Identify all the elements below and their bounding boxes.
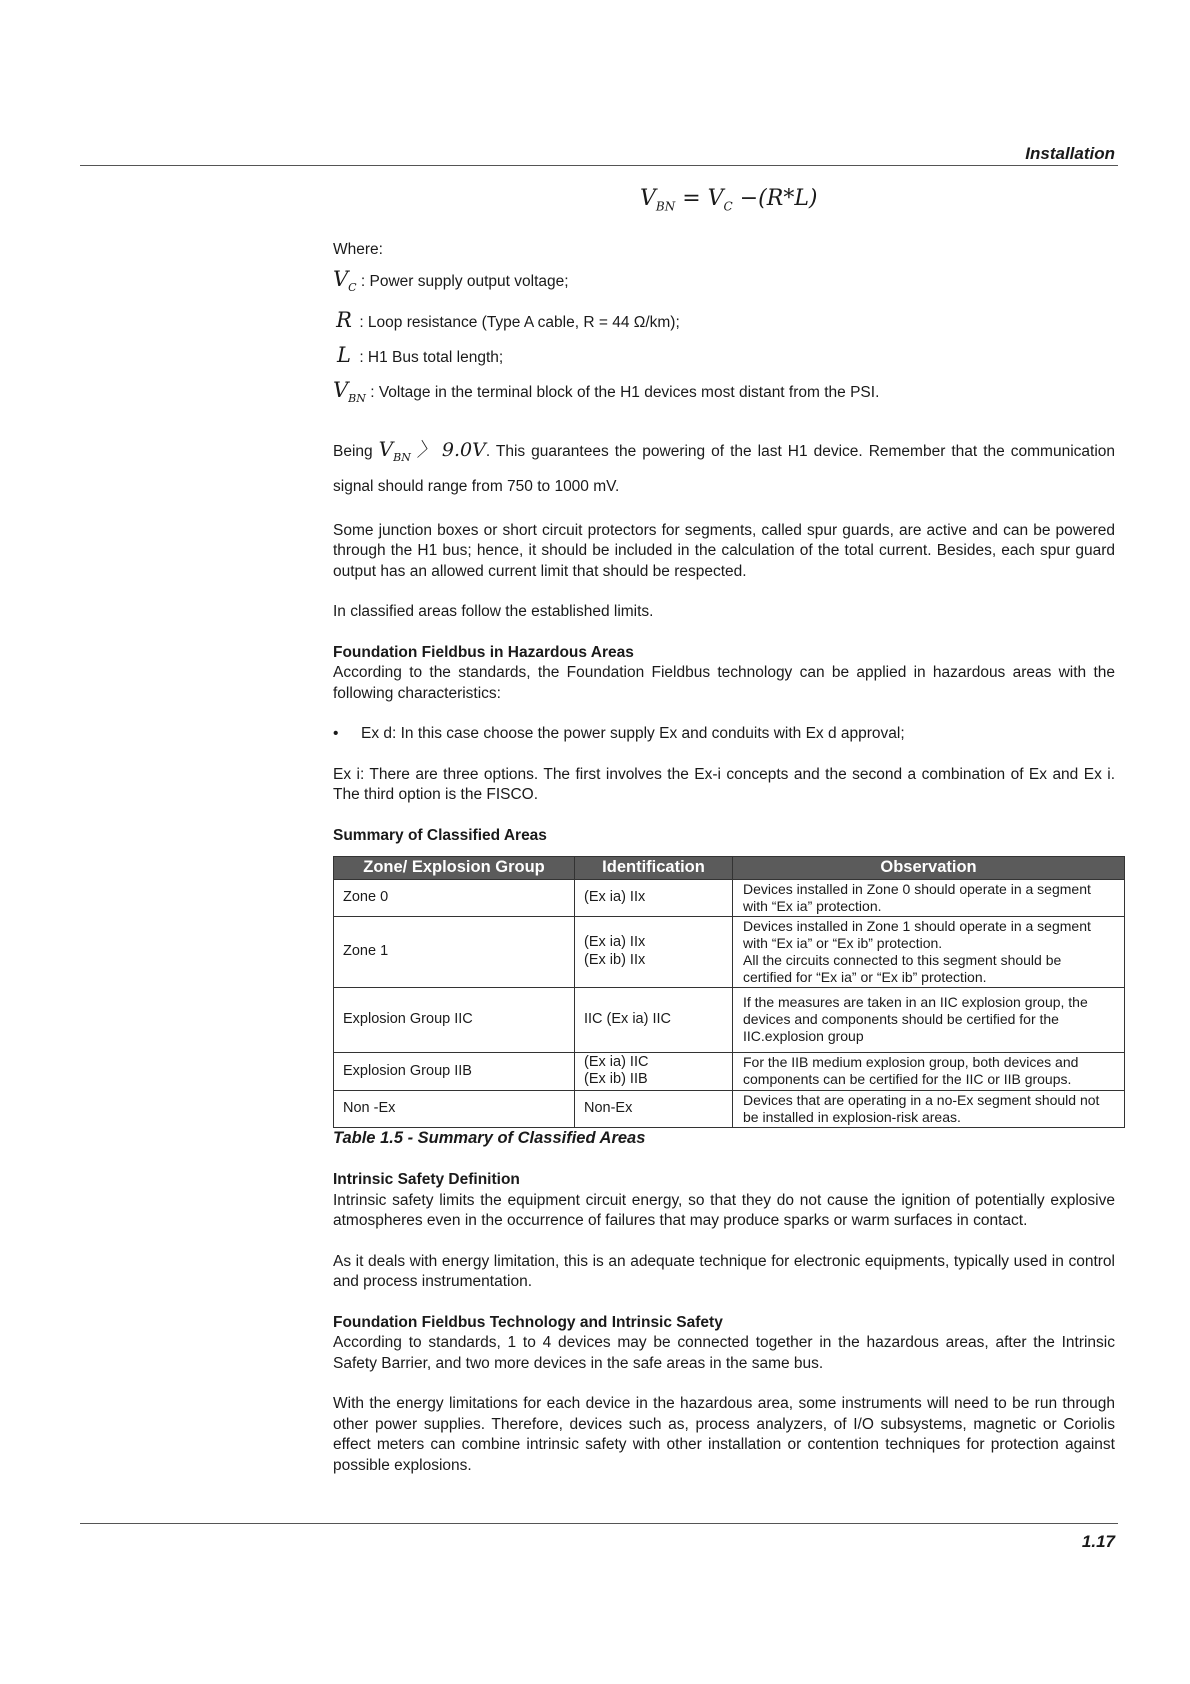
being-symbol: V (378, 436, 394, 461)
definition-vbn (333, 374, 1115, 415)
formula-vc: V (707, 186, 724, 211)
table-row (334, 987, 1125, 1052)
observation-line: All the circuits connected to this segment should be certified for “Ex ia” or “Ex ib” protection. (743, 951, 1062, 985)
fftech-heading: Foundation Fieldbus Technology and Intrinsic Safety (333, 1313, 723, 1331)
summary-heading: Summary of Classified Areas (333, 826, 547, 844)
table-row (334, 916, 1125, 987)
page-number: 1.17 (1081, 1532, 1115, 1551)
table-caption: Table 1.5 - Summary of Classified Areas (333, 1128, 646, 1147)
formula-rest: −(R*L) (739, 186, 818, 211)
being-symbol-sub: BN (393, 450, 411, 464)
intrinsic-energy-text: As it deals with energy limitation, this is an adequate technique for electronic equipments, typically used in control and process instrumentation. (333, 1252, 1115, 1291)
being-paragraph (333, 435, 1115, 501)
symbol-l: L (337, 342, 351, 367)
bullet-ex-d: • Ex d: In this case choose the power supply Ex and conduits with Ex d approval; (333, 724, 1115, 745)
zone-cell: Zone 1 (334, 916, 575, 987)
ident-cell (575, 1052, 733, 1090)
fftech-energy-text: With the energy limitations for each device in the hazardous area, some instruments will need to be run through other power supplies. Therefore, devices such as, process analyzers, of I/O subsystems, magnetic or Coriolis effect meters can combine intrinsic safety with other installation or contention techniques for protection against possible explosions. (333, 1395, 1115, 1474)
header-rule (80, 165, 1118, 166)
observation-line: For the IIB medium explosion group, both devices and components can be certified for the IIC or IIB groups. (743, 1054, 1079, 1088)
observation-cell (733, 916, 1125, 987)
definition-l (333, 339, 1115, 374)
definition-r-text: : Loop resistance (Type A cable, R = 44 Ω/km); (359, 313, 680, 331)
ex-i-paragraph: Ex i: There are three options. The first involves the Ex-i concepts and the second a combination of Ex and Ex i. The third option is the FISCO. (333, 765, 1115, 804)
ident-line: (Ex ib) IIB (584, 1071, 648, 1088)
observation-cell (733, 879, 1125, 916)
fftech-text: According to standards, 1 to 4 devices may be connected together in the hazardous areas, after the Intrinsic Safety Barrier, and two more devices in the safe areas in the same bus. (333, 1334, 1115, 1372)
symbol-r: R (336, 307, 352, 332)
observation-cell (733, 1090, 1125, 1127)
intrinsic-text: Intrinsic safety limits the equipment circuit energy, so that they do not cause the ignition of potentially explosive atmospheres even in the occurrence of failures that may produce sparks or warm surfaces in contact. (333, 1191, 1115, 1230)
ident-line: IIC (Ex ia) IIC (584, 1011, 672, 1028)
voltage-formula (640, 186, 818, 213)
symbol-vc: V (333, 266, 349, 291)
ident-cell (575, 879, 733, 916)
being-relation: 〉 9.0V (416, 438, 486, 461)
classified-paragraph: In classified areas follow the established limits. (333, 603, 654, 621)
table-header-zone: Zone/ Explosion Group (334, 857, 575, 880)
ident-line: (Ex ia) IIx (584, 889, 646, 906)
observation-cell (733, 987, 1125, 1052)
definition-r (333, 304, 1115, 339)
table-row (334, 879, 1125, 916)
footer-rule (80, 1523, 1118, 1524)
being-prefix: Being (333, 442, 373, 460)
zone-cell: Zone 0 (334, 879, 575, 916)
symbol-vbn-sub: BN (348, 391, 366, 405)
formula-lhs: V (640, 186, 656, 211)
observation-line: Devices that are operating in a no-Ex segment should not be installed in explosion-risk areas. (743, 1091, 1100, 1125)
definition-l-text: : H1 Bus total length; (359, 348, 504, 366)
zone-cell: Explosion Group IIC (334, 987, 575, 1052)
definition-list (333, 263, 1115, 415)
ident-line: Non-Ex (584, 1100, 633, 1117)
table-header-row (334, 857, 1125, 880)
zone-cell: Non -Ex (334, 1090, 575, 1127)
symbol-vbn: V (333, 377, 349, 402)
ident-cell (575, 1090, 733, 1127)
definition-vbn-text: : Voltage in the terminal block of the H1 devices most distant from the PSI. (370, 383, 880, 401)
observation-line: If the measures are taken in an IIC explosion group, the devices and components should be certified for the IIC.explosion group (743, 994, 1088, 1045)
observation-cell (733, 1052, 1125, 1090)
formula-lhs-sub: BN (655, 199, 676, 214)
intrinsic-heading: Intrinsic Safety Definition (333, 1171, 520, 1189)
being-text: . This guarantees the powering of the last H1 device. Remember that the communication signal should range from 750 to 1000 mV. (333, 442, 1116, 495)
symbol-vc-sub: C (348, 280, 357, 294)
junction-paragraph: Some junction boxes or short circuit protectors for segments, called spur guards, are active and can be powered through the H1 bus; hence, it should be included in the calculation of the total current. Besides, each spur guard output has an allowed current limit that should be respected. (333, 521, 1115, 580)
classified-areas-table (333, 856, 1125, 1128)
ident-line: (Ex ia) IIC (584, 1053, 649, 1070)
observation-line: Devices installed in Zone 0 should operate in a segment with “Ex ia” protection. (743, 880, 1091, 914)
table-header-observation: Observation (733, 857, 1125, 880)
ident-line: (Ex ib) IIx (584, 951, 646, 968)
where-label: Where: (333, 241, 383, 258)
definition-vc (333, 263, 1115, 304)
ident-cell (575, 916, 733, 987)
formula-vc-sub: C (723, 199, 733, 214)
ex-bullet-list (333, 724, 1115, 745)
table-row (334, 1090, 1125, 1127)
zone-cell: Explosion Group IIB (334, 1052, 575, 1090)
ident-line: (Ex ia) IIx (584, 934, 646, 951)
table-row (334, 1052, 1125, 1090)
ident-cell (575, 987, 733, 1052)
section-title: Installation (1025, 144, 1115, 163)
ff-hazardous-text: According to the standards, the Foundation Fieldbus technology can be applied in hazardous areas with the following characteristics: (333, 664, 1115, 702)
table-header-identification: Identification (575, 857, 733, 880)
formula-equals: = (682, 186, 701, 211)
observation-line: Devices installed in Zone 1 should operate in a segment with “Ex ia” or “Ex ib” protection. (743, 917, 1091, 951)
main-content (333, 240, 1115, 1476)
definition-vc-text: : Power supply output voltage; (360, 272, 569, 290)
ff-hazardous-heading: Foundation Fieldbus in Hazardous Areas (333, 643, 634, 661)
